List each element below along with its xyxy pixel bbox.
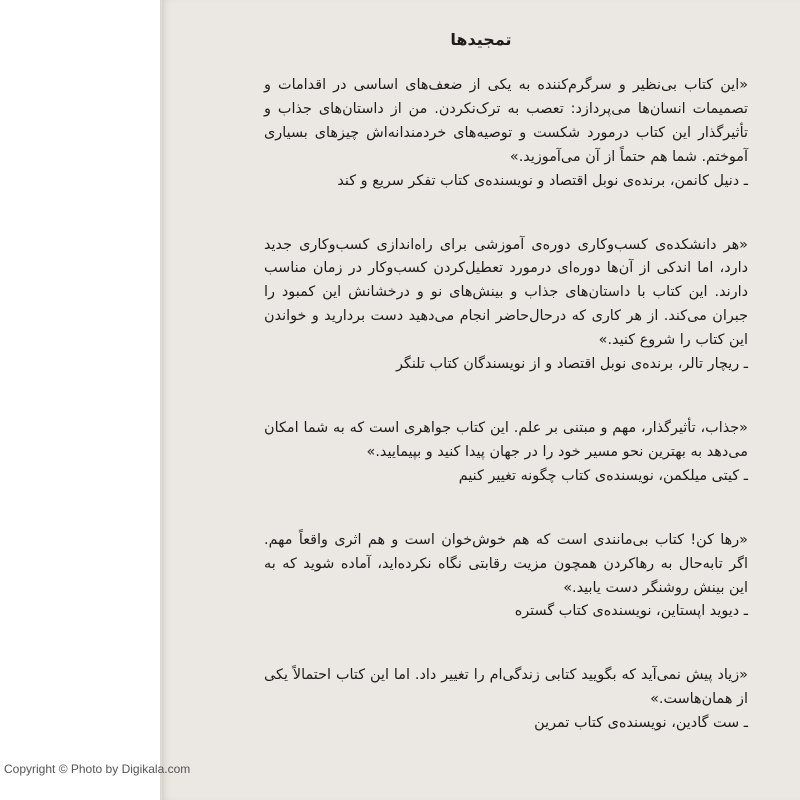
- blurb-attribution: ـ دنیل کانمن، برنده‌ی نوبل اقتصاد و نویسنده‌ی کتاب تفکر سریع و کند: [337, 172, 748, 189]
- photo-credit: Copyright © Photo by Digikala.com: [4, 762, 191, 776]
- blurb: [264, 74, 748, 194]
- blurb-quote: «هر دانشکده‌ی کسب‌وکاری دوره‌ی آموزشی برای راه‌اندازی کسب‌وکاری جدید دارد، اما اندکی از آن‌ها دوره‌ای درمورد تعطیل‌کردن کسب‌وکار در زمان مناسب دارند. این کتاب با داستان‌های جذاب و بینش‌های نو و درخشانش این کمبود را جبران می‌کند. از هر کاری که درحال‌حاضر انجام می‌دهید دست بردارید و خواندن این کتاب را شروع کنید.»: [264, 236, 748, 349]
- page-heading: تمجیدها: [450, 30, 512, 49]
- blurb-quote: «زیاد پیش نمی‌آید که بگویید کتابی زندگی‌ام را تغییر داد. اما این کتاب احتمالاً یکی از همان‌هاست.»: [264, 667, 748, 708]
- blurb: [264, 529, 748, 625]
- blurb: [264, 417, 748, 489]
- blurb: [264, 664, 748, 736]
- blurb: [264, 234, 748, 377]
- blurb-column: [264, 74, 748, 776]
- blurb-quote: «رها کن! کتاب بی‌مانندی است که هم خوش‌خوان است و هم اثری واقعاً مهم. اگر تابه‌حال به رهاکردن همچون مزیت رقابتی نگاه نکرده‌اید، آماده شوید که به این بینش روشنگر دست یابید.»: [264, 531, 748, 596]
- blurb-attribution: ـ کیتی میلکمن، نویسنده‌ی کتاب چگونه تغییر کنیم: [458, 467, 748, 484]
- blurb-attribution: ـ ریچار تالر، برنده‌ی نوبل اقتصاد و از نویسندگان کتاب تلنگر: [395, 356, 748, 373]
- blurb-attribution: ـ دیوید اپستاین، نویسنده‌ی کتاب گستره: [514, 603, 748, 620]
- blurb-attribution: ـ ست گادین، نویسنده‌ی کتاب تمرین: [534, 715, 748, 732]
- blurb-quote: «جذاب، تأثیرگذار، مهم و مبتنی بر علم. این کتاب جواهری است که به شما امکان می‌دهد به بهترین نحو مسیر خود را در جهان پیدا کنید و بپیمایید.»: [264, 419, 748, 460]
- blurb-quote: «این کتاب بی‌نظیر و سرگرم‌کننده به یکی از ضعف‌های اساسی در اقدامات و تصمیمات انسان‌ها می‌پردازد: تعصب به ترک‌نکردن. من از داستان‌های جذاب و تأثیرگذار این کتاب درمورد شکست و توصیه‌های خردمندانه‌اش چیزهای بسیاری آموختم. شما هم حتماً از آن می‌آموزید.»: [264, 77, 748, 165]
